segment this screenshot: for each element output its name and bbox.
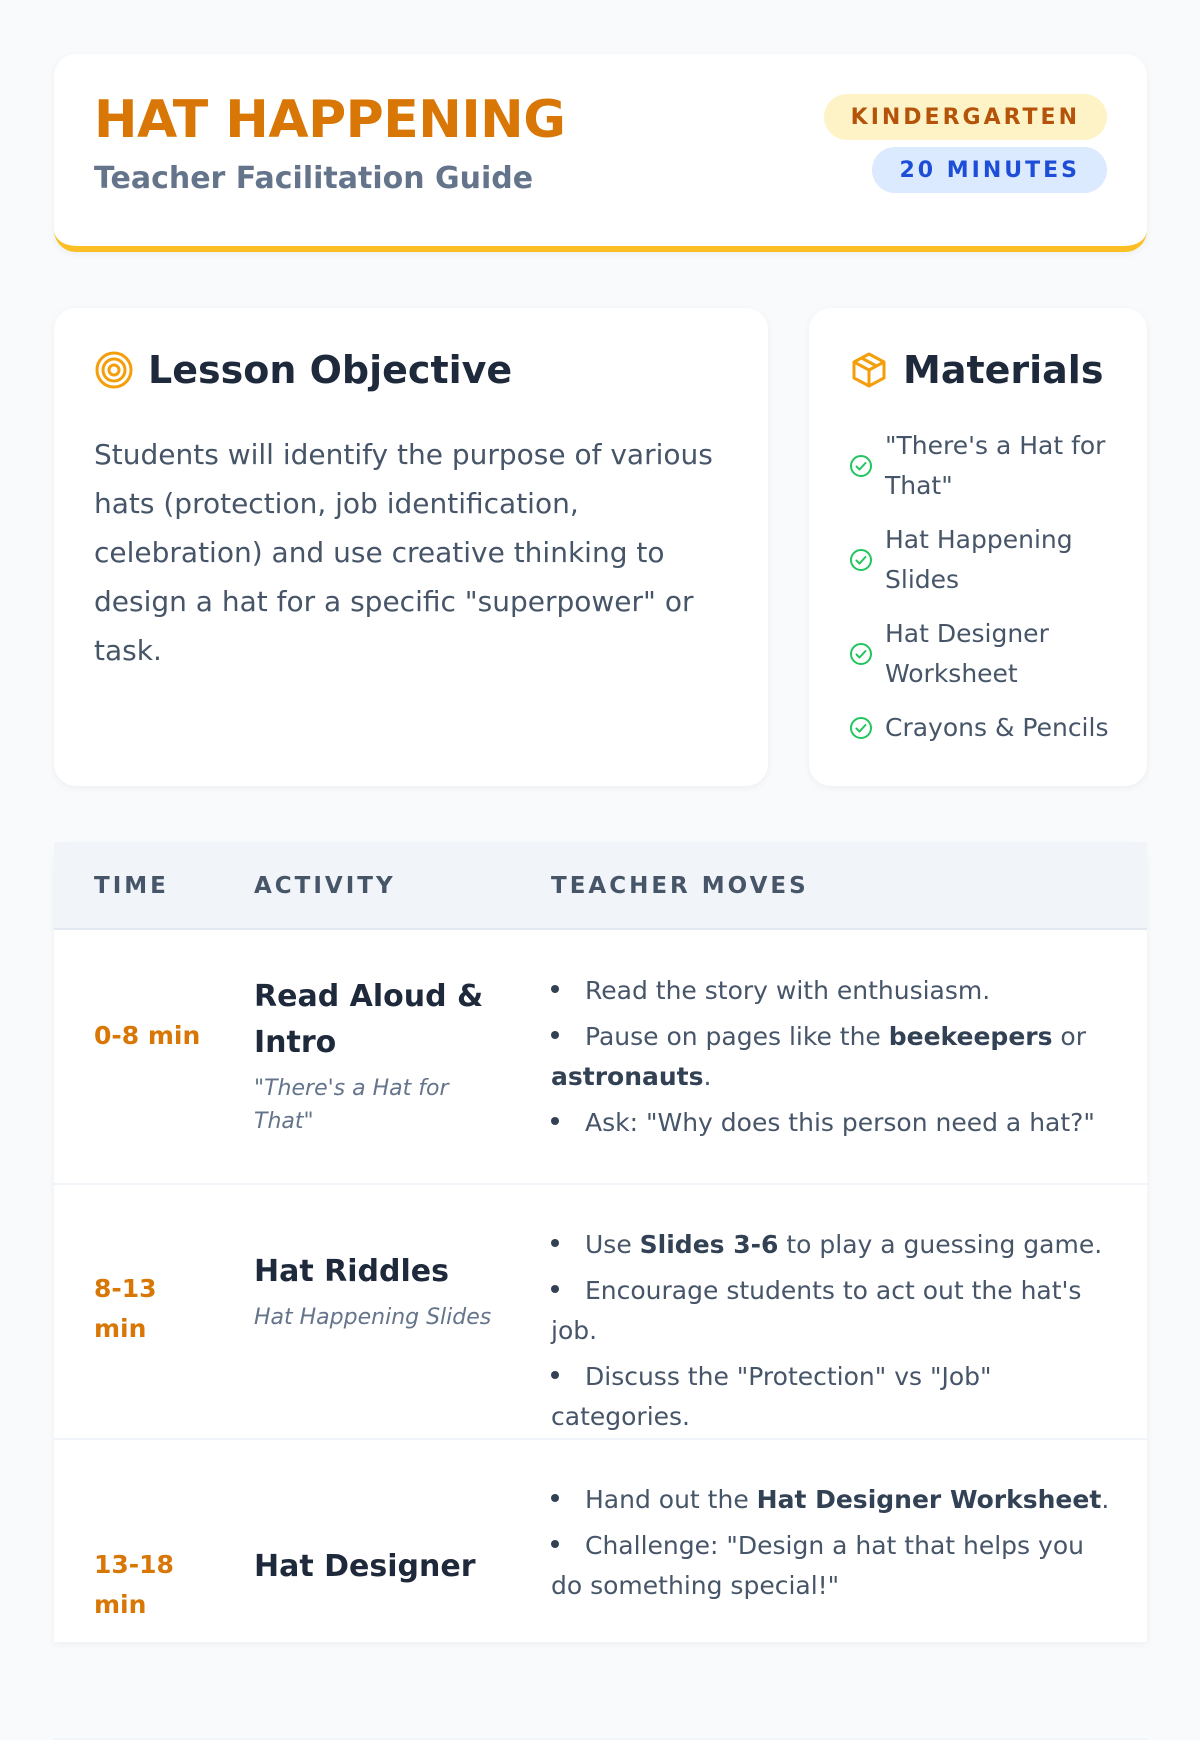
material-item	[849, 614, 1119, 694]
move-text: to play a guessing game.	[778, 1230, 1103, 1259]
objective-heading	[94, 350, 512, 390]
objective-text: Students will identify the purpose of various hats (protection, job identification, celebration) and use creative thinking to design a hat for a specific "superpower" or task.	[94, 438, 713, 667]
move-text: .	[1101, 1485, 1110, 1514]
material-item	[849, 708, 1119, 748]
time-cell: 0-8 min	[94, 1021, 201, 1050]
check-circle-icon	[849, 548, 873, 572]
move-text: .	[703, 1062, 712, 1091]
materials-heading	[849, 350, 1103, 390]
materials-card	[809, 308, 1147, 786]
move-emphasis: beekeepers	[888, 1022, 1053, 1051]
move-emphasis: Hat Designer Worksheet	[756, 1485, 1102, 1514]
target-icon	[94, 350, 134, 390]
time-cell: 13-18 min	[94, 1550, 174, 1619]
material-item	[849, 426, 1119, 506]
grade-badge: KINDERGARTEN	[824, 94, 1107, 140]
table-row	[54, 1185, 1147, 1440]
bullet-icon	[551, 1540, 559, 1548]
material-label: Crayons & Pencils	[885, 713, 1109, 742]
column-header-time: TIME	[94, 873, 169, 899]
move-text: Ask: "Why does this person need a hat?"	[585, 1108, 1095, 1137]
activity-cell	[254, 1544, 494, 1596]
bullet-icon	[551, 1371, 559, 1379]
move-text: Discuss the "Protection" vs "Job" categories.	[551, 1362, 992, 1431]
teacher-move	[551, 1225, 1121, 1265]
objective-heading-label: Lesson Objective	[148, 348, 513, 392]
teacher-move	[551, 1017, 1121, 1097]
bullet-icon	[551, 1239, 559, 1247]
objective-card	[54, 308, 768, 786]
teacher-move	[551, 971, 1121, 1011]
material-label: Hat Happening Slides	[885, 525, 1073, 594]
check-circle-icon	[849, 454, 873, 478]
move-text: or	[1052, 1022, 1087, 1051]
material-label: "There's a Hat for That"	[885, 431, 1106, 500]
teacher-moves-list	[551, 1225, 1121, 1443]
move-text: Challenge: "Design a hat that helps you do something special!"	[551, 1531, 1084, 1600]
activity-title: Hat Riddles	[254, 1254, 449, 1289]
bullet-icon	[551, 1494, 559, 1502]
move-text: Use	[585, 1230, 640, 1259]
teacher-move	[551, 1357, 1121, 1437]
teacher-moves-list	[551, 971, 1121, 1149]
move-text: Read the story with enthusiasm.	[585, 976, 991, 1005]
activity-cell	[254, 1249, 494, 1334]
schedule-table	[54, 842, 1147, 1642]
move-emphasis: Slides 3-6	[639, 1230, 779, 1259]
bullet-icon	[551, 1031, 559, 1039]
move-emphasis: astronauts	[551, 1062, 704, 1091]
column-header-activity: ACTIVITY	[254, 873, 396, 899]
teacher-move	[551, 1271, 1121, 1351]
teacher-move	[551, 1103, 1121, 1143]
table-row	[54, 930, 1147, 1185]
box-icon	[849, 350, 889, 390]
activity-title: Read Aloud & Intro	[254, 979, 484, 1060]
move-text: Encourage students to act out the hat's job.	[551, 1276, 1082, 1345]
column-header-moves: TEACHER MOVES	[551, 873, 809, 899]
teacher-move	[551, 1526, 1121, 1606]
table-row	[54, 1440, 1147, 1740]
activity-cell	[254, 974, 494, 1138]
activity-title: Hat Designer	[254, 1549, 476, 1584]
teacher-moves-list	[551, 1480, 1121, 1612]
activity-source: Hat Happening Slides	[254, 1305, 492, 1330]
move-text: Hand out the	[585, 1485, 757, 1514]
check-circle-icon	[849, 642, 873, 666]
bullet-icon	[551, 985, 559, 993]
material-item	[849, 520, 1119, 600]
header-card	[54, 54, 1147, 252]
page-title: HAT HAPPENING	[94, 90, 566, 150]
teacher-move	[551, 1480, 1121, 1520]
move-text: Pause on pages like the	[585, 1022, 889, 1051]
time-cell: 8-13 min	[94, 1274, 157, 1343]
page-subtitle: Teacher Facilitation Guide	[94, 161, 534, 196]
activity-source: "There's a Hat for That"	[254, 1076, 449, 1134]
material-label: Hat Designer Worksheet	[885, 619, 1049, 688]
materials-list	[849, 426, 1119, 762]
table-header	[54, 842, 1147, 930]
check-circle-icon	[849, 716, 873, 740]
materials-heading-label: Materials	[903, 348, 1104, 392]
bullet-icon	[551, 1285, 559, 1293]
bullet-icon	[551, 1117, 559, 1125]
duration-badge: 20 MINUTES	[872, 147, 1107, 193]
